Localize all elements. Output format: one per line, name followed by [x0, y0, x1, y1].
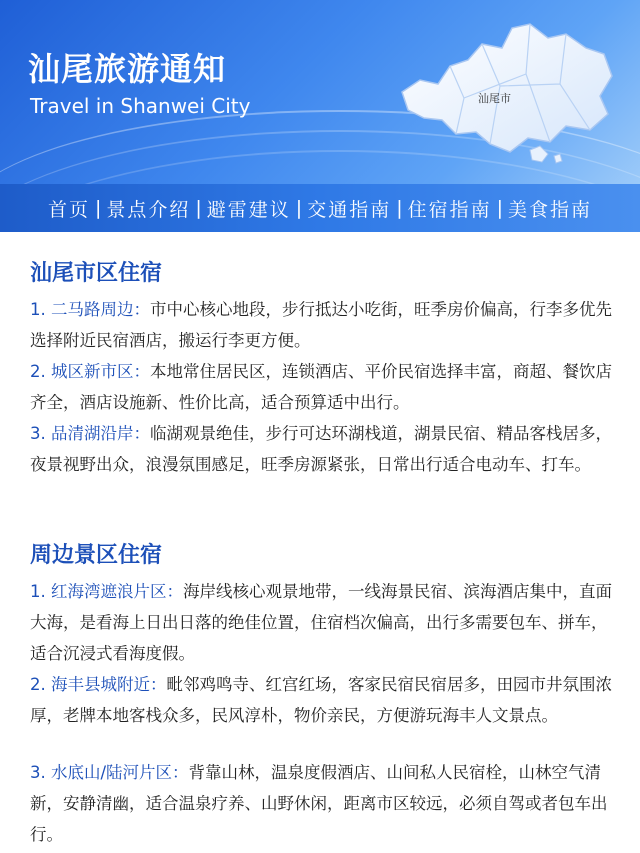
item-label: 3. 品清湖沿岸： [30, 424, 150, 443]
header-banner [0, 0, 640, 184]
item-text: 市中心核心地段，步行抵达小吃街，旺季房价偏高，行李多优先选择附近民宿酒店，搬运行李更方便。 [30, 300, 612, 350]
list-item [30, 669, 615, 731]
item-text: 海岸线核心观景地带，一线海景民宿、滨海酒店集中，直面大海，是看海上日出日落的绝佳位置，住宿档次偏高，出行多需要包车、拼车，适合沉浸式看海度假。 [30, 582, 612, 663]
nav-accommodation[interactable]: 住宿指南 [407, 198, 492, 221]
map-label: 汕尾市 [478, 92, 511, 105]
nav-home[interactable]: 首页 [47, 198, 90, 221]
nav-transport[interactable]: 交通指南 [307, 198, 392, 221]
item-label: 3. 水底山/陆河片区： [30, 763, 189, 782]
item-label: 2. 海丰县城附近： [30, 675, 167, 694]
list-item [30, 757, 615, 850]
nav-food[interactable]: 美食指南 [508, 198, 593, 221]
item-text: 背靠山林，温泉度假酒店、山间私人民宿栓，山林空气清新，安静清幽，适合温泉疗养、山野休闲，距离市区较远，必须自驾或者包车出行。 [30, 763, 608, 844]
item-text: 临湖观景绝佳，步行可达环湖栈道，湖景民宿、精品客栈居多，夜景视野出众，浪漫氛围感足，旺季房源紧张，日常出行适合电动车、打车。 [30, 424, 612, 474]
list-item [30, 576, 615, 669]
top-navigation [0, 184, 640, 232]
item-text: 本地常住居民区，连锁酒店、平价民宿选择丰富，商超、餐饮店齐全，酒店设施新、性价比高，适合预算适中出行。 [30, 362, 612, 412]
nav-separator: | [496, 197, 504, 219]
nav-separator: | [295, 197, 303, 219]
list-item [30, 294, 615, 356]
nav-attractions[interactable]: 景点介绍 [106, 198, 191, 221]
page-subtitle: Travel in Shanwei City [30, 94, 251, 118]
list-item [30, 356, 615, 418]
nav-separator: | [94, 197, 102, 219]
nav-separator: | [396, 197, 403, 219]
nav-pitfall-tips[interactable]: 避雷建议 [206, 198, 291, 221]
section-title-city: 汕尾市区住宿 [30, 261, 163, 286]
item-text: 毗邻鸡鸣寺、红宫红场，客家民宿民宿居多，田园市井氛围浓厚，老牌本地客栈众多，民风淳朴，物价亲民，方便游玩海丰人文景点。 [30, 675, 612, 725]
list-item [30, 418, 615, 480]
page-title: 汕尾旅游通知 [28, 50, 227, 88]
nav-separator: | [195, 197, 202, 219]
shanwei-map-icon [390, 14, 626, 170]
item-label: 1. 红海湾遮浪片区： [30, 582, 183, 601]
item-label: 1. 二马路周边： [30, 300, 150, 319]
item-label: 2. 城区新市区： [30, 362, 150, 381]
section-title-scenic: 周边景区住宿 [30, 543, 163, 568]
